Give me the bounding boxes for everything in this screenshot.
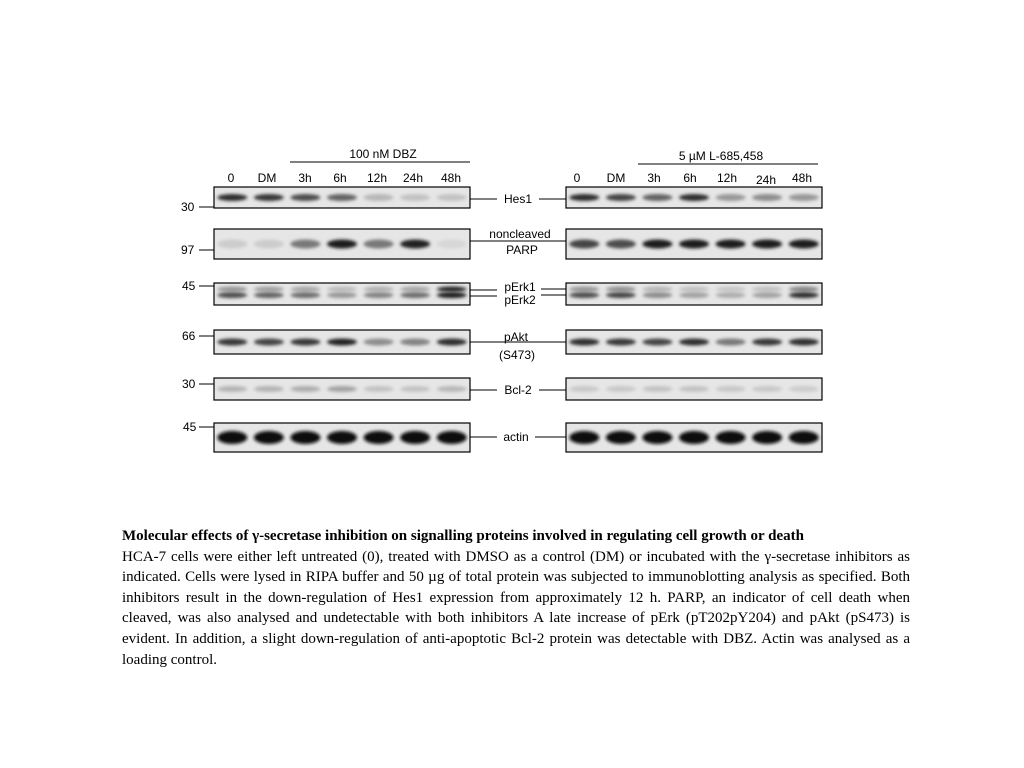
- figure-caption: [122, 526, 910, 670]
- caption-body: HCA-7 cells were either left untreated (0), treated with DMSO as a control (DM) or incubated with the γ-secretase inhibitors as indicated. Cells were lysed in RIPA buffer and 50 µg of total protein was subjected to immunoblotting analysis as specified. Both inhibitors result in the down-regulation of Hes1 expression from approximately 12 h. PARP, an indicator of cell death when cleaved, was also analysed and undetectable with both inhibitors A late increase of pErk (pT202pY204) and pAkt (pS473) is evident. In addition, a slight down-regulation of anti-apoptotic Bcl-2 protein was detectable with DBZ. Actin was analysed as a loading control.: [122, 548, 910, 668]
- band: [364, 292, 394, 298]
- band: [290, 386, 320, 392]
- protein-label-bcl2: Bcl-2: [504, 383, 532, 397]
- band: [789, 386, 819, 392]
- lane-label: 6h: [683, 171, 697, 185]
- mw-marker-parp: 97: [181, 243, 195, 257]
- lane-label: DM: [257, 171, 277, 185]
- band: [752, 386, 782, 392]
- band: [254, 287, 284, 292]
- band: [789, 339, 819, 346]
- band: [642, 292, 672, 298]
- band: [437, 194, 467, 201]
- band: [254, 431, 284, 444]
- band: [642, 339, 672, 346]
- mw-marker-hes1: 30: [181, 200, 195, 214]
- band: [254, 339, 284, 346]
- band: [364, 386, 394, 392]
- band: [679, 292, 709, 298]
- band: [400, 194, 430, 201]
- band: [606, 240, 636, 249]
- band: [364, 287, 394, 292]
- protein-label-actin: actin: [503, 430, 529, 444]
- band: [290, 240, 320, 249]
- band: [327, 431, 357, 444]
- band: [400, 292, 430, 298]
- band: [752, 431, 782, 444]
- band: [752, 292, 782, 298]
- band: [789, 194, 819, 201]
- band: [400, 287, 430, 292]
- band: [642, 386, 672, 392]
- band: [437, 292, 467, 298]
- band: [569, 292, 599, 298]
- band: [569, 194, 599, 201]
- band: [327, 339, 357, 346]
- lane-label: 24h: [755, 173, 777, 187]
- band: [217, 194, 247, 201]
- band: [217, 240, 247, 249]
- left-treatment-label: 100 nM DBZ: [349, 147, 417, 161]
- lane-label: 3h: [298, 171, 312, 185]
- band: [752, 339, 782, 346]
- band: [400, 431, 430, 444]
- band: [400, 339, 430, 346]
- left-lane-labels: [228, 171, 461, 185]
- lane-label: 0: [573, 171, 581, 185]
- right-treatment-label: 5 µM L-685,458: [678, 149, 764, 163]
- band: [254, 386, 284, 392]
- lane-label: DM: [606, 171, 626, 185]
- band: [752, 194, 782, 201]
- band: [364, 339, 394, 346]
- band: [569, 431, 599, 444]
- band: [217, 287, 247, 292]
- band: [679, 431, 709, 444]
- band: [327, 194, 357, 201]
- band: [642, 194, 672, 201]
- band: [569, 240, 599, 249]
- band: [679, 339, 709, 346]
- band: [569, 287, 599, 292]
- band: [400, 386, 430, 392]
- protein-label-pakt: pAkt: [503, 330, 529, 344]
- band: [716, 386, 746, 392]
- band: [789, 292, 819, 298]
- mw-marker-pakt: 66: [182, 329, 196, 343]
- protein-label-hes1: Hes1: [503, 192, 533, 206]
- lane-label: 12h: [366, 171, 388, 185]
- protein-label-perk1: pErk1: [504, 280, 536, 294]
- lane-label: 24h: [402, 171, 424, 185]
- band: [254, 194, 284, 201]
- band: [606, 194, 636, 201]
- band: [254, 292, 284, 298]
- band: [606, 386, 636, 392]
- band: [606, 339, 636, 346]
- band: [327, 386, 357, 392]
- band: [437, 339, 467, 346]
- band: [364, 431, 394, 444]
- band: [290, 431, 320, 444]
- lane-label: 12h: [716, 171, 738, 185]
- protein-label-perk2: pErk2: [504, 293, 536, 307]
- band: [290, 287, 320, 292]
- protein-label-parp: PARP: [506, 243, 538, 257]
- band: [437, 431, 467, 444]
- band: [679, 240, 709, 249]
- mw-marker-bcl2: 30: [182, 377, 196, 391]
- band: [716, 240, 746, 249]
- band: [606, 287, 636, 292]
- band: [716, 287, 746, 292]
- band: [679, 386, 709, 392]
- band: [716, 292, 746, 298]
- band: [217, 339, 247, 346]
- band: [290, 339, 320, 346]
- band: [290, 194, 320, 201]
- band: [752, 240, 782, 249]
- band: [437, 240, 467, 249]
- band: [364, 240, 394, 249]
- band: [642, 240, 672, 249]
- band: [569, 339, 599, 346]
- band: [716, 339, 746, 346]
- band: [437, 386, 467, 392]
- band: [364, 194, 394, 201]
- band: [679, 194, 709, 201]
- band: [642, 431, 672, 444]
- band: [327, 240, 357, 249]
- protein-label-s473: (S473): [498, 348, 536, 362]
- band: [327, 287, 357, 292]
- band: [327, 292, 357, 298]
- band: [254, 240, 284, 249]
- protein-labels: [470, 192, 566, 444]
- band: [400, 240, 430, 249]
- lane-label: 0: [227, 171, 235, 185]
- band: [789, 240, 819, 249]
- band: [290, 292, 320, 298]
- band: [569, 386, 599, 392]
- lane-label: 48h: [440, 171, 462, 185]
- mw-marker-actin: 45: [183, 420, 197, 434]
- protein-label-noncleaved: noncleaved: [489, 227, 551, 241]
- band: [606, 431, 636, 444]
- band: [437, 287, 467, 292]
- band: [752, 287, 782, 292]
- band: [716, 431, 746, 444]
- band: [217, 292, 247, 298]
- right-lane-labels: [574, 171, 812, 187]
- mw-markers: [181, 200, 214, 434]
- band: [679, 287, 709, 292]
- mw-marker-perk: 45: [182, 279, 196, 293]
- caption-title: Molecular effects of γ-secretase inhibition on signalling proteins involved in regulating cell growth or death: [122, 528, 805, 544]
- lane-label: 6h: [333, 171, 347, 185]
- band: [716, 194, 746, 201]
- band: [789, 431, 819, 444]
- band: [789, 287, 819, 292]
- band: [642, 287, 672, 292]
- band: [217, 386, 247, 392]
- lane-label: 48h: [791, 171, 813, 185]
- band: [606, 292, 636, 298]
- band: [217, 431, 247, 444]
- lane-label: 3h: [647, 171, 661, 185]
